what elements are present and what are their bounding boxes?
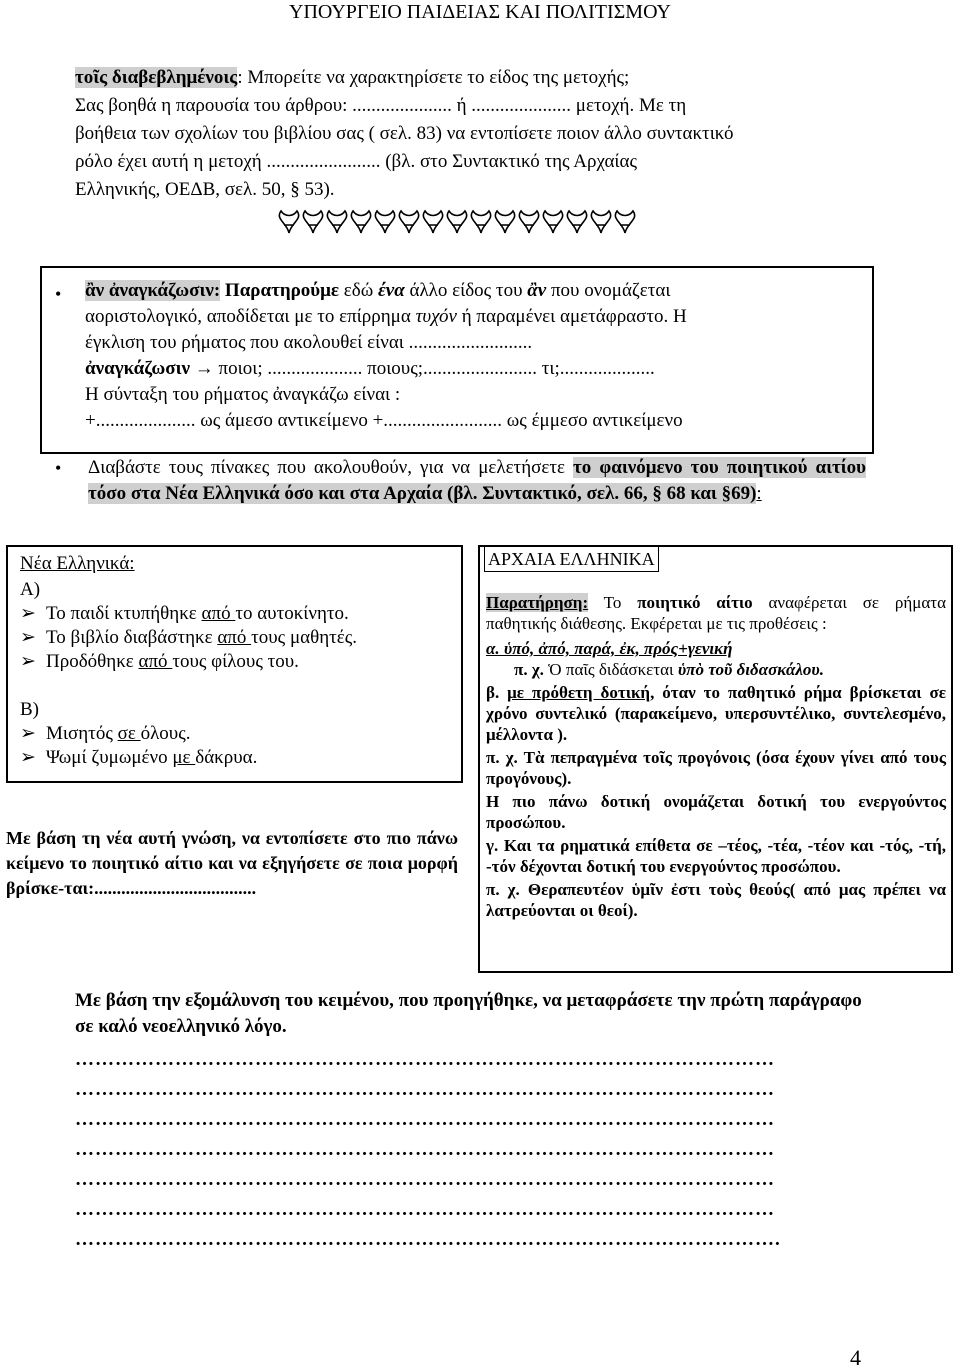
text-fragment: ποιητικό αίτιο <box>637 593 753 612</box>
sentence-end: τους φίλους του. <box>172 651 299 672</box>
preposition: από <box>201 603 236 624</box>
answer-line: …………………………………………………………………………………………… <box>75 1079 775 1100</box>
ornament-icon <box>303 211 322 233</box>
highlighted-text: το φαινόμενο του ποιητικού αιτίου τόσο στα Νέα Ελληνικά όσο και στα Αρχαία (βλ. Συντακτικό, σελ. 66, § 68 και §69) <box>88 457 867 504</box>
questions-line: → ποιοι; .................... ποιους;........................ τι;.................... <box>194 358 655 379</box>
example-sentence <box>20 746 460 770</box>
bullet-icon: • <box>55 284 62 304</box>
mood-line: έγκλιση του ρήματος που ακολουθεί είναι .......................... <box>85 332 533 353</box>
arrow-bullet-icon: ➢ <box>20 723 36 744</box>
ornament-icon <box>399 211 418 233</box>
group-a-label: Α) <box>20 579 41 600</box>
intro-line4: ρόλο έχει αυτή η μετοχή ........................ (βλ. στο Συντακτικό της Αρχαίας <box>75 151 638 172</box>
preposition: από <box>138 651 173 672</box>
sentence-end: όλους. <box>140 723 191 744</box>
sentence-end: τους μαθητές. <box>251 627 358 648</box>
example-sentence <box>20 650 460 674</box>
ornament-icon <box>351 211 370 233</box>
answer-line: …………………………………………………………………………………………… <box>75 1049 775 1070</box>
example-sentence <box>20 626 460 650</box>
text-fragment: Διαβάστε τους πίνακες που ακολουθούν, για να μελετήσετε <box>88 457 565 478</box>
ornament-icon <box>447 211 466 233</box>
example-3: π. χ. Θεραπευτέον ὑμῖν ἐστι τοὺς θεούς( από μας πρέπει να λατρεύονται οι θεοί). <box>486 880 946 920</box>
ornament-icon <box>519 211 538 233</box>
page-header: ΥΠΟΥΡΓΕΙΟ ΠΑΙΔΕΙΑΣ ΚΑΙ ΠΟΛΙΤΙΣΜΟΥ <box>289 1 671 23</box>
sentence-start: Το παιδί κτυπήθηκε <box>46 603 202 624</box>
text-fragment: που ονομάζεται <box>550 280 671 301</box>
intro-line5: Ελληνικής, ΟΕΔΒ, σελ. 50, § 53). <box>75 179 335 200</box>
arrow-bullet-icon: ➢ <box>20 651 36 672</box>
arrow-bullet-icon: ➢ <box>20 603 36 624</box>
arrow-bullet-icon: ➢ <box>20 747 36 768</box>
sentence-start: Μισητός <box>46 723 118 744</box>
arrow-bullet-icon: ➢ <box>20 627 36 648</box>
intro-line1: : Μπορείτε να χαρακτηρίσετε το είδος της μετοχής; <box>237 67 630 88</box>
bullet-icon: • <box>55 458 62 478</box>
text-fragment: Το <box>588 593 638 612</box>
answer-line: …………………………………………………………………………………………… <box>75 1169 775 1190</box>
intro-line3: βοήθεια των σχολίων του βιβλίου σας ( σελ. 83) να εντοπίσετε ποιον άλλο συντακτικό <box>75 123 734 144</box>
text-fragment: αοριστολογικό, αποδίδεται με το επίρρημα <box>85 306 411 327</box>
text-fragment: με πρόθετη δοτική <box>507 683 651 702</box>
answer-line: …………………………………………………………………………………………… <box>75 1109 775 1130</box>
page-number: 4 <box>850 1345 861 1370</box>
syntax-line: Η σύνταξη του ρήματος ἀναγκάζω είναι : <box>85 384 401 405</box>
objects-line: +..................... ως άμεσο αντικείμενο +......................... ως έμμεσο αντικείμενο <box>85 410 683 431</box>
text-fragment: αναφέρεται σε ρήματα παθητικής διάθεσης. Εκφέρεται με τις προθέσεις : <box>486 593 946 633</box>
answer-lines <box>75 1045 875 1255</box>
preposition: από <box>217 627 252 648</box>
observation-label: Παρατήρηση: <box>486 593 589 612</box>
ornament-icon <box>495 211 514 233</box>
text-fragment: εδώ <box>343 280 374 301</box>
ornament-icon <box>327 211 346 233</box>
an-note-text <box>85 278 865 434</box>
agent-dative-note: Η πιο πάνω δοτική ονομάζεται δοτική του ενεργούντος προσώπου. <box>486 792 946 832</box>
answer-line: …………………………………………………………………………………………… <box>75 1199 775 1220</box>
sentence-start: Το βιβλίο διαβάστηκε <box>46 627 218 648</box>
text-fragment: : <box>756 483 762 504</box>
sentence-end: το αυτοκίνητο. <box>235 603 349 624</box>
text-fragment: ἂν <box>527 280 547 301</box>
text-fragment: άλλο είδος του <box>409 280 523 301</box>
observe-label: Παρατηρούμε <box>224 280 340 301</box>
preposition: με <box>172 747 196 768</box>
modern-greek-title: Νέα Ελληνικά: <box>20 553 135 574</box>
intro-line2: Σας βοηθά η παρουσία του άρθρου: ..................... ή ..................... μετοχή. Με τη <box>75 95 687 116</box>
preposition: σε <box>117 723 141 744</box>
verbal-adjectives-note: γ. Και τα ρηματικά επίθετα σε –τέος, -τέα, -τέον και -τός, -τή, -τόν δέχονται δοτική του ενεργούντος προσώπου. <box>486 836 946 876</box>
sentence-start: Προδόθηκε <box>46 651 139 672</box>
ornament-icon <box>591 211 610 233</box>
text-fragment: Ὁ παῖς διδάσκεται <box>543 660 678 679</box>
ornament-icon <box>423 211 442 233</box>
answer-line: ……………………………………………………………………………………………. <box>75 1229 781 1250</box>
text-fragment: ὑπὸ τοῦ διδασκάλου. <box>677 660 825 679</box>
read-instruction <box>88 455 866 507</box>
ornament-icon <box>279 211 298 233</box>
example-2: π. χ. Τὰ πεπραγμένα τοῖς προγόνοις (όσα έχουν γίνει από τους προγόνους). <box>486 748 946 788</box>
answer-line: …………………………………………………………………………………………… <box>75 1139 775 1160</box>
verb-term: ἀναγκάζωσιν <box>85 358 190 379</box>
text-fragment: τυχόν <box>415 306 457 327</box>
text-fragment: π. χ. <box>514 660 544 679</box>
identify-question: Με βάση τη νέα αυτή γνώση, να εντοπίσετε στο πιο πάνω κείμενο το ποιητικό αίτιο και να εξηγήσετε σε ποια μορφή βρίσκε-ται:.................................... <box>6 828 458 898</box>
translation-instruction: Με βάση την εξομάλυνση του κειμένου, που προηγήθηκε, να μεταφράσετε την πρώτη παράγραφο σε καλό νεοελληνικό λόγο. <box>75 990 862 1037</box>
text-fragment: ή παραμένει αμετάφραστο. Η <box>461 306 687 327</box>
ornament-divider-icon <box>277 205 637 239</box>
ancient-greek-title: ΑΡΧΑΙΑ ΕΛΛΗΝΙΚΑ <box>484 546 659 572</box>
example-sentence <box>20 722 460 746</box>
ornament-icon <box>375 211 394 233</box>
intro-term: τοῖς διαβεβλημένοις <box>75 67 238 88</box>
intro-paragraph <box>75 64 865 204</box>
ornament-icon <box>543 211 562 233</box>
text-fragment: ένα <box>377 280 405 301</box>
ornament-icon <box>615 211 634 233</box>
ornament-divider <box>277 205 637 239</box>
example-sentence <box>20 602 460 626</box>
ancient-greek-content <box>486 592 946 921</box>
an-term: ἂν ἀναγκάζωσιν: <box>85 280 221 301</box>
prepositions-line: α. ὑπό, ἀπό, παρά, ἐκ, πρός+γενική <box>486 639 733 658</box>
text-fragment: , όταν το παθητικό ρήμα βρίσκεται σε χρόνο συντελικό (παρακείμενο, υπερσυντέλικο, συντελεσμένο, μέλλοντα ). <box>486 683 946 744</box>
sentence-end: δάκρυα. <box>195 747 258 768</box>
ornament-icon <box>471 211 490 233</box>
group-b-label: Β) <box>20 699 39 720</box>
ornament-icon <box>567 211 586 233</box>
text-fragment: β. <box>486 683 508 702</box>
modern-greek-content <box>20 552 460 770</box>
sentence-start: Ψωμί ζυμωμένο <box>46 747 173 768</box>
